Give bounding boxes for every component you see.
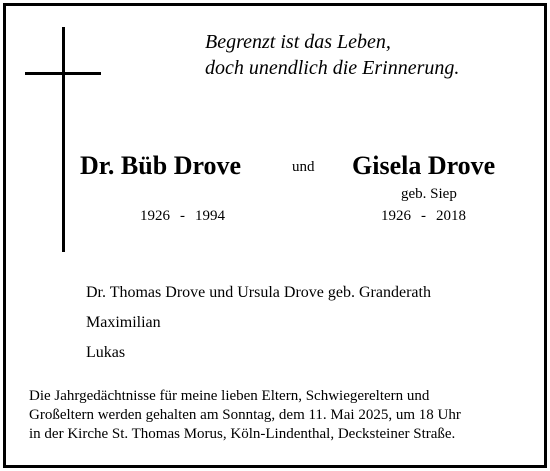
cross-horizontal-bar <box>25 72 101 75</box>
cross-vertical-bar <box>62 27 65 252</box>
mourner-name: Dr. Thomas Drove und Ursula Drove geb. Granderath <box>86 284 431 301</box>
name-connector: und <box>292 159 315 175</box>
memorial-notice-line: Großeltern werden gehalten am Sonntag, dem 11. Mai 2025, um 18 Uhr <box>29 407 461 423</box>
date-separator: - <box>421 208 426 224</box>
life-dates-mother <box>381 207 466 225</box>
date-separator: - <box>180 208 185 224</box>
deceased-name-father: Dr. Büb Drove <box>80 151 242 180</box>
birth-year: 1926 <box>140 208 170 224</box>
life-dates-father <box>140 207 225 225</box>
deceased-name-mother: Gisela Drove <box>352 151 496 180</box>
birth-year: 1926 <box>381 208 411 224</box>
quote-line-2: doch unendlich die Erinnerung. <box>205 57 460 79</box>
death-year: 1994 <box>195 208 225 224</box>
memorial-notice-line: in der Kirche St. Thomas Morus, Köln-Lindenthal, Decksteiner Straße. <box>29 426 456 442</box>
quote-line-1: Begrenzt ist das Leben, <box>205 31 391 53</box>
mourner-name: Lukas <box>86 344 126 361</box>
memorial-notice-line: Die Jahrgedächtnisse für meine lieben Eltern, Schwiegereltern und <box>29 388 430 404</box>
maiden-name: geb. Siep <box>401 186 457 202</box>
mourner-name: Maximilian <box>86 314 161 331</box>
death-year: 2018 <box>436 208 466 224</box>
